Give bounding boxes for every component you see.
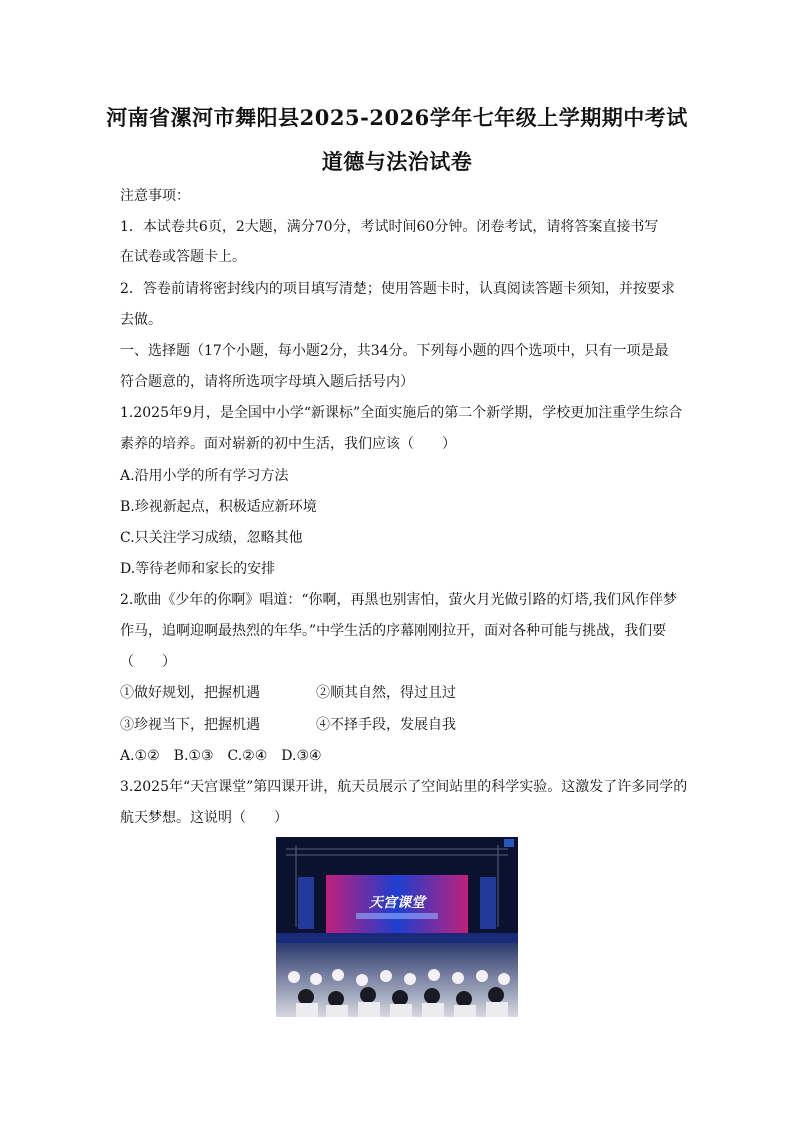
notice-item-1-line2: 在试卷或答题卡上。 [120, 249, 246, 265]
notice-heading: 注意事项： [120, 188, 190, 204]
question1-option-a: A.沿用小学的所有学习方法 [120, 468, 289, 484]
section1-instructions-line1: 一、选择题（17个小题，每小题2分，共34分。下列每小题的四个选项中，只有一项是最 [120, 343, 669, 359]
question1-option-c: C.只关注学习成绩，忽略其他 [120, 530, 303, 546]
question2-stem-line2: 作马，追啊迎啊最热烈的年华。”中学生活的序幕刚刚拉开，面对各种可能与挑战，我们要 [120, 623, 667, 639]
question2-stem-line1: 2.歌曲《少年的你啊》唱道：“你啊，再黑也别害怕，萤火月光做引路的灯塔,我们风作伴梦 [120, 592, 677, 608]
notice-item-1-line1: 1．本试卷共6页，2大题，满分70分，考试时间60分钟。闭卷考试，请将答案直接书写 [120, 219, 659, 235]
section1-instructions-line2: 符合题意的，请将所选项字母填入题后括号内） [120, 374, 414, 390]
question2-statement-4: ④不择手段，发展自我 [316, 717, 456, 733]
question2-statement-2: ②顺其自然，得过且过 [316, 685, 456, 701]
question1-option-b: B.珍视新起点，积极适应新环境 [120, 499, 317, 515]
tiangong-classroom-photo [276, 837, 518, 1017]
exam-title-line1: 河南省漯河市舞阳县2025-2026学年七年级上学期期中考试 [106, 105, 688, 130]
notice-item-2-line2: 去做。 [120, 312, 162, 328]
question3-stem-line2: 航天梦想。这说明（ ） [120, 810, 288, 826]
question2-answer-options: A.①② B.①③ C.②④ D.③④ [120, 748, 322, 764]
notice-item-2-line1: 2．答卷前请将密封线内的项目填写清楚；使用答题卡时，认真阅读答题卡须知，并按要求 [120, 281, 675, 297]
exam-title-line2: 道德与法治试卷 [321, 149, 473, 174]
question2-stem-line3: （ ） [120, 654, 176, 670]
screen-caption: 天宫课堂 [369, 895, 425, 911]
question1-option-d: D.等待老师和家长的安排 [120, 561, 276, 577]
question1-stem-line1: 1.2025年9月，是全国中小学“新课标”全面实施后的第二个新学期，学校更加注重学生综合 [120, 405, 683, 421]
question1-stem-line2: 素养的培养。面对崭新的初中生活，我们应该（ ） [120, 436, 456, 452]
question3-stem-line1: 3.2025年“天宫课堂”第四课开讲，航天员展示了空间站里的科学实验。这激发了许多同学的 [120, 779, 688, 795]
question2-statement-3: ③珍视当下，把握机遇 [120, 717, 260, 733]
question2-statement-1: ①做好规划，把握机遇 [120, 685, 260, 701]
